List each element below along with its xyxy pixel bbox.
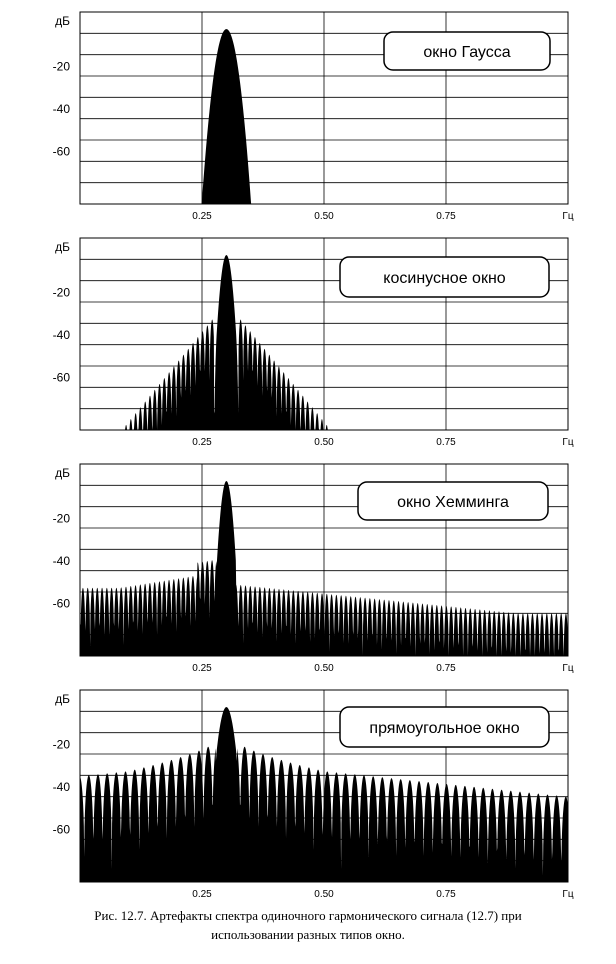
- x-tick-label: 0.75: [436, 663, 456, 674]
- y-tick-label: -40: [52, 328, 70, 342]
- caption-line-1: Рис. 12.7. Артефакты спектра одиночного гармонического сигнала (12.7) при: [94, 908, 522, 923]
- x-axis-unit: Гц: [562, 889, 574, 900]
- caption-line-2: использовании разных типов окно.: [211, 927, 405, 942]
- window-label: косинусное окно: [383, 270, 506, 287]
- x-tick-label: 0.50: [314, 211, 334, 222]
- x-tick-label: 0.25: [192, 889, 212, 900]
- chart-panel-4: [53, 690, 574, 900]
- y-axis-unit: дБ: [55, 466, 70, 480]
- x-tick-label: 0.25: [192, 211, 212, 222]
- x-axis-unit: Гц: [562, 211, 574, 222]
- x-tick-label: 0.50: [314, 437, 334, 448]
- x-tick-label: 0.25: [192, 663, 212, 674]
- window-label: окно Хемминга: [397, 494, 509, 511]
- y-tick-label: -20: [52, 511, 70, 526]
- y-tick-label: -20: [52, 59, 70, 74]
- y-tick-label: -60: [52, 822, 70, 837]
- x-tick-label: 0.75: [436, 437, 456, 448]
- y-axis-unit: дБ: [55, 14, 70, 28]
- y-tick-label: -40: [52, 780, 70, 794]
- x-tick-label: 0.50: [314, 663, 334, 674]
- window-label: окно Гаусса: [423, 44, 511, 61]
- y-tick-label: -20: [52, 285, 70, 300]
- x-tick-label: 0.25: [192, 437, 212, 448]
- y-tick-label: -60: [52, 370, 70, 385]
- x-tick-label: 0.75: [436, 211, 456, 222]
- y-axis-unit: дБ: [55, 692, 70, 706]
- y-tick-label: -40: [52, 554, 70, 568]
- x-axis-unit: Гц: [562, 663, 574, 674]
- x-tick-label: 0.75: [436, 889, 456, 900]
- y-axis-unit: дБ: [55, 240, 70, 254]
- y-tick-label: -40: [52, 102, 70, 116]
- chart-panel-2: [53, 238, 574, 448]
- x-tick-label: 0.50: [314, 889, 334, 900]
- chart-panel-3: [53, 464, 574, 674]
- y-tick-label: -60: [52, 596, 70, 611]
- figure-caption: [20, 906, 596, 944]
- y-tick-label: -60: [52, 144, 70, 159]
- x-axis-unit: Гц: [562, 437, 574, 448]
- y-tick-label: -20: [52, 737, 70, 752]
- window-label: прямоугольное окно: [369, 720, 520, 737]
- chart-panel-1: [53, 12, 574, 222]
